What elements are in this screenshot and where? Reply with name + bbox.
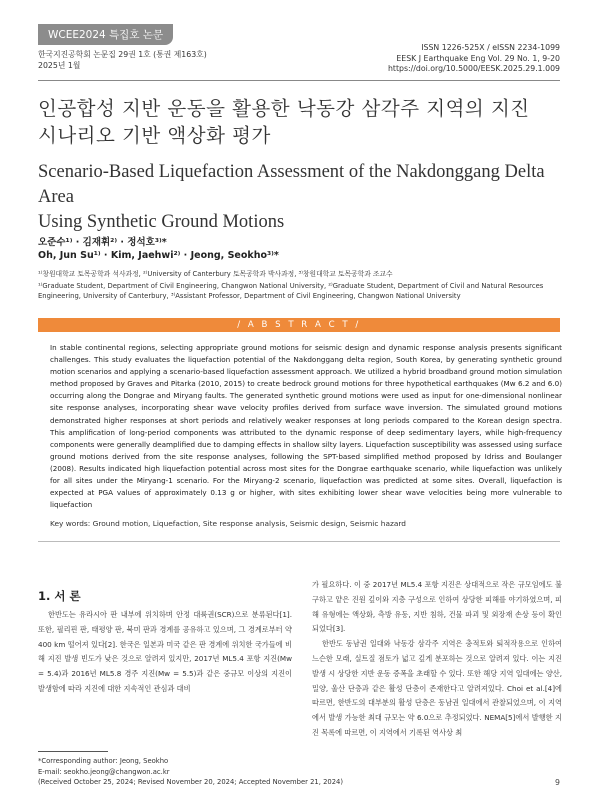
body-column-right bbox=[312, 578, 562, 741]
body-column-left bbox=[38, 608, 292, 697]
doi-link[interactable]: https://doi.org/10.5000/EESK.2025.29.1.009 bbox=[387, 64, 560, 73]
journal-name-ko: 한국지진공학회 논문집 29권 1호 (통권 제163호) bbox=[38, 50, 207, 59]
authors-ko: 오준수¹⁾ · 김재휘²⁾ · 정석호³⁾* bbox=[38, 237, 167, 248]
paper-title-ko: 인공합성 지반 운동을 활용한 낙동강 삼각주 지역의 지진 시나리오 기반 액상화 평가 bbox=[38, 97, 530, 147]
affiliations-ko: ¹⁾창원대학교 토목공학과 석사과정, ²⁾University of Canterbury 토목공학과 박사과정, ³⁾창원대학교 토목공학과 조교수 bbox=[38, 270, 393, 278]
issn-line: ISSN 1226-525X / eISSN 2234-1099 bbox=[421, 43, 560, 52]
special-issue-tag: WCEE2024 특집호 논문 bbox=[38, 24, 173, 45]
header-divider bbox=[38, 80, 560, 81]
section-heading: 1. 서 론 bbox=[38, 589, 81, 603]
paper-title-en: Scenario-Based Liquefaction Assessment of the Nakdonggang Delta Area Using Synthetic Ground Motions bbox=[38, 162, 545, 232]
body-paragraph: 한반도 동남권 일대와 낙동강 삼각주 지역은 충적토와 퇴적작용으로 인하여 느슨한 모래, 실트질 점토가 넓고 깊게 분포하는 것으로 알려져 있다. 이는 지진 발생 시 상당한 지반 운동 증폭을 초래할 수 있다. 또한 해당 지역 일대에는 양산, 밀양, 울산 단층과 같은 활성 단층이 존재한다고 알려져있다. Choi et al.[4]에 따르면, 한반도의 대부분의 활성 단층은 동남권 일대에서 관찰되었으며, 이 지역에서 발생 가능한 최대 규모는 약 6.0으로 추정되었다. NEMA[5]에서 발행한 지진 목록에 따르면, 이 지역에서 기록된 역사상 최 bbox=[312, 639, 562, 737]
journal-info-en bbox=[388, 43, 560, 75]
received-dates: (Received October 25, 2024; Revised November 20, 2024; Accepted November 21, 2024) bbox=[38, 778, 344, 786]
authors-en: Oh, Jun Su¹⁾ · Kim, Jaehwi²⁾ · Jeong, Seokho³⁾* bbox=[38, 250, 279, 261]
body-paragraph: 가 필요하다. 이 중 2017년 ML5.4 포항 지진은 상대적으로 작은 규모임에도 불구하고 얕은 진원 깊이와 지층 구성으로 인하여 상당한 피해를 야기하였으며, 피해 유형에는 액상화, 측방 유동, 지반 침하, 건물 파괴 및 외장재 손상 등이 확인되었다[3]. bbox=[312, 580, 562, 634]
abstract-label: / A B S T R A C T / bbox=[237, 320, 361, 330]
abstract-banner bbox=[38, 318, 560, 332]
corresponding-author: *Corresponding author: Jeong, Seokho bbox=[38, 757, 169, 765]
footnote-divider bbox=[38, 751, 108, 752]
footnote bbox=[38, 756, 343, 788]
page-number: 9 bbox=[555, 778, 560, 787]
keywords: Key words: Ground motion, Liquefaction, Site response analysis, Seismic design, Seismic hazard bbox=[50, 519, 406, 528]
body-paragraph: 한반도는 유라시아 판 내부에 위치하며 안정 대륙권(SCR)으로 분류된다[1]. 또한, 필리핀 판, 태평양 판, 북미 판과 경계를 공유하고 있으며, 그 경계로부터 약 400 km 떨어져 있다[2]. 한국은 일본과 미국 같은 판 경계에 위치한 국가들에 비해 지진 발생 빈도가 낮은 것으로 알려져 있지만, 2017년 ML5.4 포항 지진(Mw = 5.4)과 2016년 ML5.8 경주 지진(Mw = 5.5)과 같은 중규모 이상의 지진이 발생함에 따라 지진에 대한 지속적인 관심과 대비 bbox=[38, 610, 292, 693]
abstract-text: In stable continental regions, selecting appropriate ground motions for seismic design and dynamic response analysis presents significant challenges. This study evaluates the liquefaction potential of the Nakdonggang delta region, South Korea, by generating synthetic ground motion scenarios and applying a scenario-based liquefaction assessment approach. We utilized a hybrid broadband ground motion simulation method proposed by Graves and Pitarka (2010, 2015) to create bedrock ground motions for three hypothetical earthquakes (Mw 6.2 and 6.0) occurring along the Dongrae and Miryang faults. The generated synthetic ground motions were used as input for one-dimensional nonlinear site response analyses, incorporating shear wave velocity profiles derived from surface wave inversion. The simulated ground motions demonstrated higher responses at short periods and relatively weaker responses at long periods compared to the Korean design spectra. This amplification of long-period components was attributed to the dynamic response of deep sedimentary layers, while high-frequency components were generally deamplified due to damping effects in shallow silty layers. Liquefaction susceptibility was assessed using surface ground motions derived from the site response analyses, following the SPT-based simplified method proposed by Idriss and Boulanger (2008). Results indicated high liquefaction potential across most sites for the Dongrae earthquake scenario, while liquefaction was unlikely for all sites under the Miryang-1 scenario. For the Miryang-2 scenario, liquefaction was predicted at some sites. Overall, liquefaction is expected at PGA values of approximately 0.13 g or higher, with sites exhibiting lower shear wave velocities being more vulnerable to liquefaction bbox=[50, 343, 562, 510]
affiliations-en: ¹⁾Graduate Student, Department of Civil Engineering, Changwon National University, ²⁾Graduate Student, Department of Civil and Natural Resources Engineering, University of Canterbury, ³⁾Assistant Professor, Department of Civil Engineering, Changwon National University bbox=[38, 282, 544, 300]
journal-name-en: EESK J Earthquake Eng Vol. 29 No. 1, 9-20 bbox=[396, 53, 560, 63]
journal-info-ko bbox=[38, 49, 207, 71]
abstract-divider bbox=[38, 541, 560, 542]
journal-date-ko: 2025년 1월 bbox=[38, 61, 81, 70]
author-email[interactable]: E-mail: seokho.jeong@changwon.ac.kr bbox=[38, 767, 170, 776]
